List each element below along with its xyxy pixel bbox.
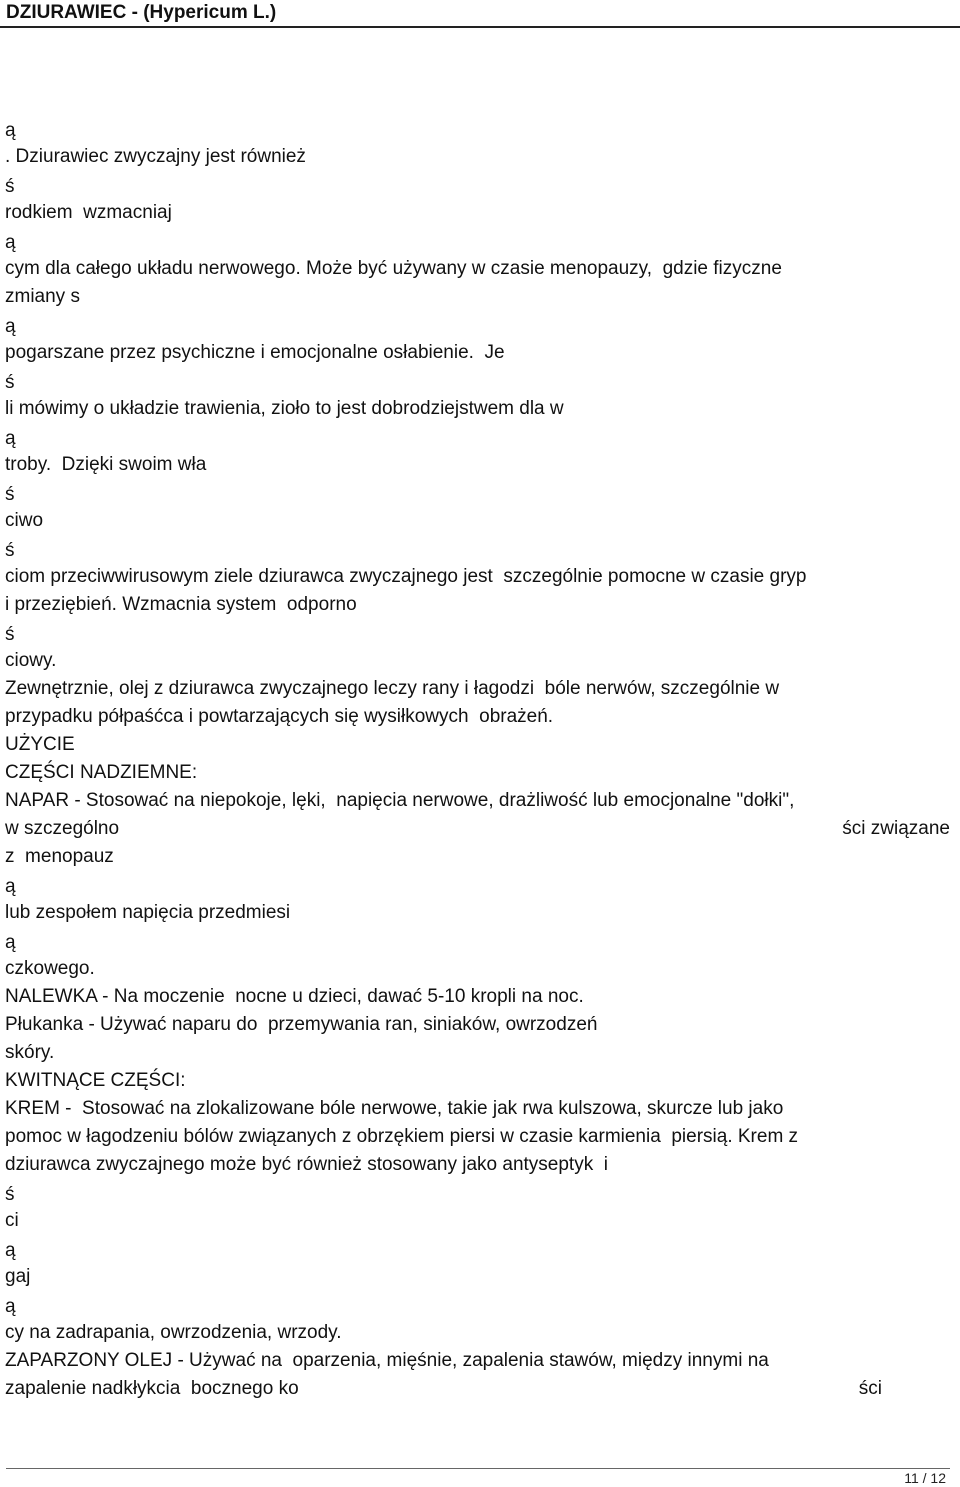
text-line: skóry. — [5, 1042, 55, 1063]
text-line-right-fragment: ści — [858, 1378, 882, 1399]
text-line: Zewnętrznie, olej z dziurawca zwyczajnego leczy rany i łagodzi bóle nerwów, szczególnie w — [5, 678, 780, 699]
text-line: ciowy. — [5, 650, 57, 671]
text-line: ą — [5, 120, 16, 141]
text-line: ą — [5, 1296, 16, 1317]
text-line: troby. Dzięki swoim wła — [5, 454, 207, 475]
text-line: ci — [5, 1210, 19, 1231]
text-line: ą — [5, 932, 16, 953]
text-line-right-fragment: ści związane — [842, 818, 950, 839]
text-line: zmiany s — [5, 286, 80, 307]
document-title: DZIURAWIEC - (Hypericum L.) — [6, 2, 277, 23]
footer-divider — [6, 1468, 950, 1469]
text-line: przypadku półpaśćca i powtarzających się wysiłkowych obrażeń. — [5, 706, 554, 727]
text-line: gaj — [5, 1266, 31, 1287]
text-line: NAPAR - Stosować na niepokoje, lęki, napięcia nerwowe, drażliwość lub emocjonalne "dołki", — [5, 790, 795, 811]
text-line: ą — [5, 316, 16, 337]
text-line: w szczególno — [5, 818, 120, 839]
text-line: ś — [5, 624, 15, 645]
text-line: i przeziębień. Wzmacnia system odporno — [5, 594, 357, 615]
section-heading: KWITNĄCE CZĘŚCI: — [5, 1070, 186, 1091]
text-line: zapalenie nadkłykcia bocznego ko — [5, 1378, 299, 1399]
text-line: ZAPARZONY OLEJ - Używać na oparzenia, mięśnie, zapalenia stawów, między innymi na — [5, 1350, 769, 1371]
text-line: ciom przeciwwirusowym ziele dziurawca zwyczajnego jest szczególnie pomocne w czasie gryp — [5, 566, 807, 587]
text-line: ś — [5, 540, 15, 561]
text-line: z menopauz — [5, 846, 114, 867]
text-line: dziurawca zwyczajnego może być również stosowany jako antyseptyk i — [5, 1154, 608, 1175]
text-line: lub zespołem napięcia przedmiesi — [5, 902, 291, 923]
text-line: ś — [5, 1184, 15, 1205]
section-heading: UŻYCIE — [5, 734, 75, 755]
section-heading: CZĘŚCI NADZIEMNE: — [5, 762, 198, 783]
text-line: ś — [5, 484, 15, 505]
text-line: pomoc w łagodzeniu bólów związanych z obrzękiem piersi w czasie karmienia piersią. Krem z — [5, 1126, 799, 1147]
text-line: ś — [5, 372, 15, 393]
text-line: li mówimy o układzie trawienia, zioło to jest dobrodziejstwem dla w — [5, 398, 564, 419]
text-line: ą — [5, 876, 16, 897]
text-line: NALEWKA - Na moczenie nocne u dzieci, dawać 5-10 kropli na noc. — [5, 986, 584, 1007]
text-line: ą — [5, 428, 16, 449]
text-line: ą — [5, 1240, 16, 1261]
text-line: cym dla całego układu nerwowego. Może być używany w czasie menopauzy, gdzie fizyczne — [5, 258, 782, 279]
text-line: pogarszane przez psychiczne i emocjonalne osłabienie. Je — [5, 342, 505, 363]
text-line: . Dziurawiec zwyczajny jest również — [5, 146, 306, 167]
text-line: rodkiem wzmacniaj — [5, 202, 172, 223]
text-line: ą — [5, 232, 16, 253]
text-line: czkowego. — [5, 958, 95, 979]
text-line: cy na zadrapania, owrzodzenia, wrzody. — [5, 1322, 342, 1343]
text-line: Płukanka - Używać naparu do przemywania ran, siniaków, owrzodzeń — [5, 1014, 598, 1035]
page-number: 11 / 12 — [904, 1470, 946, 1486]
text-line: KREM - Stosować na zlokalizowane bóle nerwowe, takie jak rwa kulszowa, skurcze lub jako — [5, 1098, 784, 1119]
text-line: ciwo — [5, 510, 44, 531]
text-line: ś — [5, 176, 15, 197]
